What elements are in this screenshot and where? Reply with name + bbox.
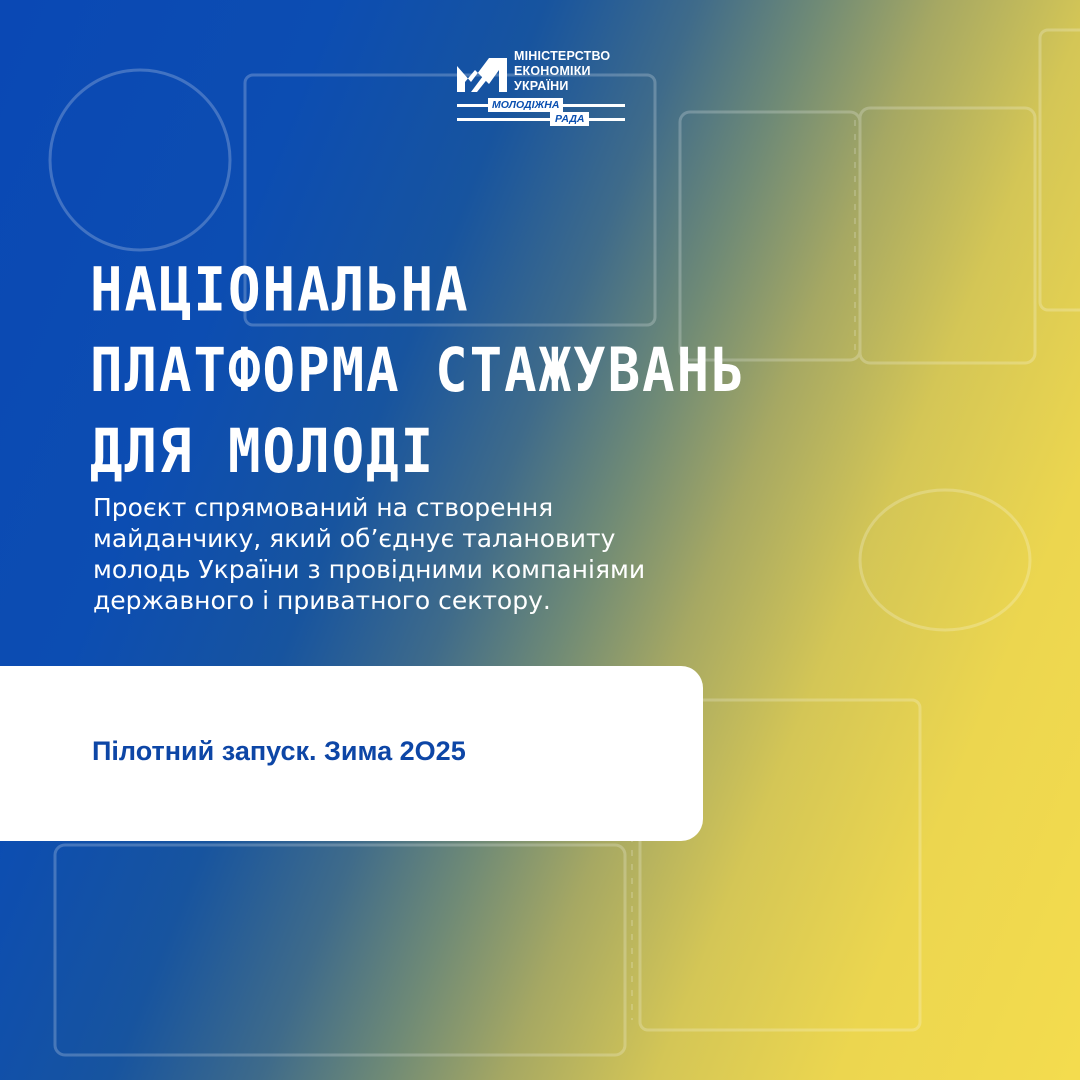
description-line-3: молодь України з провідними компаніями (93, 555, 646, 584)
description-line-1: Проєкт спрямований на створення (93, 493, 554, 522)
logo-badge-council: РАДА (550, 112, 589, 126)
ministry-logo-icon (455, 52, 509, 100)
logo-line-3: УКРАЇНИ (514, 79, 569, 93)
title-line-2: ПЛАТФОРМА СТАЖУВАНЬ (90, 335, 746, 406)
logo-text (514, 49, 610, 94)
logo-line-2: ЕКОНОМІКИ (514, 64, 591, 78)
page-title (90, 250, 850, 492)
description-line-4: державного і приватного сектору. (93, 586, 551, 615)
description (93, 492, 793, 616)
ministry-logo (455, 47, 630, 125)
logo-line-1: МІНІСТЕРСТВО (514, 49, 611, 63)
logo-divider-2 (457, 118, 625, 121)
title-line-1: НАЦІОНАЛЬНА (90, 254, 470, 326)
title-line-3: ДЛЯ МОЛОДІ (90, 415, 436, 487)
description-line-2: майданчику, який об’єднує талановиту (93, 524, 616, 553)
logo-badge-youth: МОЛОДІЖНА (488, 98, 563, 112)
launch-card-text: Пілотний запуск. Зима 2О25 (92, 736, 466, 766)
